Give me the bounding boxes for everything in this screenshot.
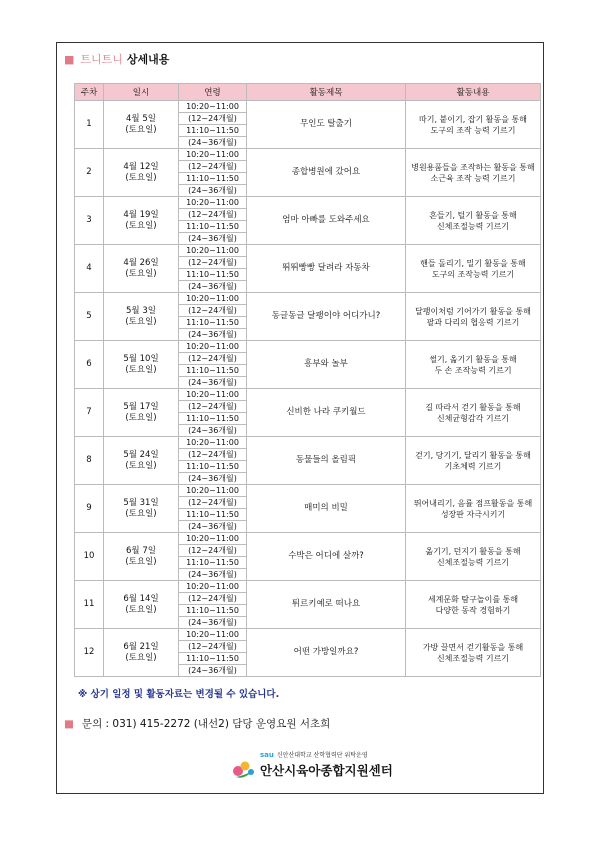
age-time-cell: 10:20~11:00 xyxy=(179,629,247,641)
day-text: (토요일) xyxy=(125,316,157,327)
center-name: 안산시육아종합지원센터 xyxy=(260,763,393,778)
age-range-cell: (24~36개월) xyxy=(179,377,247,389)
week-cell: 10 xyxy=(75,533,104,581)
age-time-cell: 10:20~11:00 xyxy=(179,533,247,545)
week-cell: 11 xyxy=(75,581,104,629)
activity-content-cell xyxy=(406,581,541,629)
age-time-cell: 10:20~11:00 xyxy=(179,293,247,305)
date-text: 5월 3일 xyxy=(126,305,156,316)
age-range-cell: (12~24개월) xyxy=(179,449,247,461)
section-title-main: 상세내용 xyxy=(126,53,170,66)
content-line-2: 성장판 자극시키기 xyxy=(440,509,506,519)
age-range-cell: (12~24개월) xyxy=(179,257,247,269)
age-range-cell: (12~24개월) xyxy=(179,161,247,173)
age-range-cell: (12~24개월) xyxy=(179,545,247,557)
activity-title-cell: 수박은 어디에 살까? xyxy=(247,533,406,581)
activity-content-cell xyxy=(406,149,541,197)
date-cell xyxy=(104,245,179,293)
section-bullet-icon: ■ xyxy=(64,53,75,66)
day-text: (토요일) xyxy=(125,460,157,471)
date-text: 4월 26일 xyxy=(123,257,159,268)
table-row xyxy=(75,341,541,353)
age-range-cell: (12~24개월) xyxy=(179,305,247,317)
age-time-cell: 11:10~11:50 xyxy=(179,317,247,329)
date-text: 5월 17일 xyxy=(123,401,159,412)
age-range-cell: (24~36개월) xyxy=(179,569,247,581)
table-row xyxy=(75,293,541,305)
age-range-cell: (12~24개월) xyxy=(179,209,247,221)
content-line-2: 다양한 동작 경험하기 xyxy=(435,605,511,615)
date-cell xyxy=(104,485,179,533)
activity-title-cell: 매미의 비밀 xyxy=(247,485,406,533)
section-title xyxy=(64,52,169,68)
content-line-1: 썰기, 옮기기 활동을 통해 xyxy=(429,354,517,364)
contact-text: 문의 : 031) 415-2272 (내선2) 담당 운영요원 서초희 xyxy=(81,718,331,730)
age-time-cell: 10:20~11:00 xyxy=(179,149,247,161)
center-logo xyxy=(232,750,412,780)
date-text: 4월 12일 xyxy=(123,161,159,172)
age-time-cell: 10:20~11:00 xyxy=(179,341,247,353)
age-range-cell: (24~36개월) xyxy=(179,185,247,197)
day-text: (토요일) xyxy=(125,364,157,375)
day-text: (토요일) xyxy=(125,220,157,231)
table-row xyxy=(75,581,541,593)
age-range-cell: (24~36개월) xyxy=(179,233,247,245)
content-line-1: 달팽이처럼 기어가기 활동을 통해 xyxy=(415,306,531,316)
content-line-1: 걷기, 당기기, 달리기 활동을 통해 xyxy=(415,450,531,460)
header-date: 일시 xyxy=(104,84,179,101)
content-line-1: 길 따라서 걷기 활동을 통해 xyxy=(425,402,521,412)
activity-title-cell: 동물들의 올림픽 xyxy=(247,437,406,485)
age-range-cell: (24~36개월) xyxy=(179,137,247,149)
date-cell xyxy=(104,533,179,581)
week-cell: 1 xyxy=(75,101,104,149)
header-title: 활동제목 xyxy=(247,84,406,101)
age-range-cell: (24~36개월) xyxy=(179,617,247,629)
content-line-1: 뛰어내리기, 음률 점프활동을 통해 xyxy=(413,498,533,508)
date-text: 4월 19일 xyxy=(123,209,159,220)
age-time-cell: 10:20~11:00 xyxy=(179,101,247,113)
activity-title-cell: 엄마 아빠를 도와주세요 xyxy=(247,197,406,245)
activity-content-cell xyxy=(406,629,541,677)
content-line-2: 신체균형감각 기르기 xyxy=(436,413,510,423)
date-cell xyxy=(104,581,179,629)
age-time-cell: 11:10~11:50 xyxy=(179,557,247,569)
day-text: (토요일) xyxy=(125,412,157,423)
activity-content-cell xyxy=(406,437,541,485)
age-time-cell: 11:10~11:50 xyxy=(179,509,247,521)
age-time-cell: 11:10~11:50 xyxy=(179,221,247,233)
activity-content-cell xyxy=(406,533,541,581)
content-line-2: 신체조절능력 기르기 xyxy=(436,653,510,663)
day-text: (토요일) xyxy=(125,652,157,663)
age-range-cell: (24~36개월) xyxy=(179,665,247,677)
age-range-cell: (12~24개월) xyxy=(179,641,247,653)
section-title-prefix: 트니트니 xyxy=(80,53,123,66)
logo-sub-text: 신안산대학교 산학협력단 위탁운영 xyxy=(276,752,368,759)
age-range-cell: (12~24개월) xyxy=(179,401,247,413)
activity-content-cell xyxy=(406,197,541,245)
sau-logo-text: sau xyxy=(260,751,274,759)
table-row xyxy=(75,485,541,497)
header-content: 활동내용 xyxy=(406,84,541,101)
activity-title-cell: 신비한 나라 쿠키월드 xyxy=(247,389,406,437)
age-range-cell: (24~36개월) xyxy=(179,281,247,293)
week-cell: 12 xyxy=(75,629,104,677)
day-text: (토요일) xyxy=(125,268,157,279)
header-week: 주차 xyxy=(75,84,104,101)
center-logo-icon xyxy=(232,758,256,780)
activity-title-cell: 동글동글 달팽이야 어디가니? xyxy=(247,293,406,341)
age-time-cell: 10:20~11:00 xyxy=(179,197,247,209)
date-text: 6월 14일 xyxy=(123,593,159,604)
content-line-2: 소근육 조작 능력 기르기 xyxy=(430,173,516,183)
week-cell: 6 xyxy=(75,341,104,389)
table-row xyxy=(75,101,541,113)
age-time-cell: 10:20~11:00 xyxy=(179,581,247,593)
table-row xyxy=(75,437,541,449)
activity-content-cell xyxy=(406,485,541,533)
activity-title-cell: 어떤 가방일까요? xyxy=(247,629,406,677)
change-notice: ※ 상기 일정 및 활동자료는 변경될 수 있습니다. xyxy=(78,689,280,700)
age-time-cell: 10:20~11:00 xyxy=(179,389,247,401)
date-cell xyxy=(104,389,179,437)
content-line-1: 옮기기, 던지기 활동을 통해 xyxy=(425,546,521,556)
table-row xyxy=(75,245,541,257)
age-time-cell: 11:10~11:50 xyxy=(179,461,247,473)
age-time-cell: 11:10~11:50 xyxy=(179,365,247,377)
activity-content-cell xyxy=(406,245,541,293)
date-text: 4월 5일 xyxy=(126,113,156,124)
week-cell: 3 xyxy=(75,197,104,245)
content-line-1: 흔들기, 털기 활동을 통해 xyxy=(429,210,517,220)
date-cell xyxy=(104,101,179,149)
week-cell: 2 xyxy=(75,149,104,197)
activity-title-cell: 뛰뛰빵빵 달려라 자동차 xyxy=(247,245,406,293)
contact-line xyxy=(64,716,330,731)
age-time-cell: 11:10~11:50 xyxy=(179,413,247,425)
age-time-cell: 10:20~11:00 xyxy=(179,437,247,449)
schedule-table xyxy=(74,83,541,677)
day-text: (토요일) xyxy=(125,124,157,135)
activity-content-cell xyxy=(406,293,541,341)
week-cell: 9 xyxy=(75,485,104,533)
table-header-row xyxy=(75,84,541,101)
content-line-1: 가방 끌면서 걷기활동을 통해 xyxy=(422,642,524,652)
content-line-2: 기초체력 기르기 xyxy=(444,461,502,471)
date-text: 6월 21일 xyxy=(123,641,159,652)
age-time-cell: 11:10~11:50 xyxy=(179,125,247,137)
date-cell xyxy=(104,341,179,389)
contact-bullet-icon: ■ xyxy=(64,718,74,730)
date-cell xyxy=(104,293,179,341)
content-line-1: 따기, 붙이기, 잡기 활동을 통해 xyxy=(419,114,527,124)
day-text: (토요일) xyxy=(125,172,157,183)
age-range-cell: (24~36개월) xyxy=(179,425,247,437)
age-time-cell: 11:10~11:50 xyxy=(179,269,247,281)
age-range-cell: (12~24개월) xyxy=(179,113,247,125)
date-text: 5월 31일 xyxy=(123,497,159,508)
content-line-1: 세계문화 탐구놀이를 통해 xyxy=(427,594,519,604)
age-time-cell: 10:20~11:00 xyxy=(179,485,247,497)
activity-content-cell xyxy=(406,389,541,437)
day-text: (토요일) xyxy=(125,604,157,615)
content-line-2: 도구의 조작능력 기르기 xyxy=(431,269,515,279)
activity-title-cell: 종합병원에 갔어요 xyxy=(247,149,406,197)
age-time-cell: 11:10~11:50 xyxy=(179,605,247,617)
age-range-cell: (12~24개월) xyxy=(179,593,247,605)
activity-title-cell: 튀르키예로 떠나요 xyxy=(247,581,406,629)
age-range-cell: (24~36개월) xyxy=(179,473,247,485)
age-time-cell: 11:10~11:50 xyxy=(179,653,247,665)
table-row xyxy=(75,197,541,209)
content-line-2: 팔과 다리의 협응력 기르기 xyxy=(426,317,520,327)
date-text: 6월 7일 xyxy=(126,545,156,556)
date-cell xyxy=(104,149,179,197)
logo-subtitle xyxy=(260,750,368,759)
table-row xyxy=(75,149,541,161)
activity-content-cell xyxy=(406,341,541,389)
age-range-cell: (12~24개월) xyxy=(179,497,247,509)
week-cell: 8 xyxy=(75,437,104,485)
table-row xyxy=(75,629,541,641)
week-cell: 4 xyxy=(75,245,104,293)
week-cell: 5 xyxy=(75,293,104,341)
day-text: (토요일) xyxy=(125,508,157,519)
content-line-2: 도구의 조작 능력 기르기 xyxy=(430,125,516,135)
date-cell xyxy=(104,437,179,485)
date-cell xyxy=(104,197,179,245)
content-line-1: 병원용품들을 조작하는 활동을 통해 xyxy=(411,162,535,172)
header-age: 연령 xyxy=(179,84,247,101)
date-text: 5월 10일 xyxy=(123,353,159,364)
content-line-2: 신체조절능력 기르기 xyxy=(436,557,510,567)
week-cell: 7 xyxy=(75,389,104,437)
age-range-cell: (24~36개월) xyxy=(179,329,247,341)
day-text: (토요일) xyxy=(125,556,157,567)
content-line-1: 핸들 돌리기, 밀기 활동을 통해 xyxy=(420,258,526,268)
date-text: 5월 24일 xyxy=(123,449,159,460)
table-row xyxy=(75,389,541,401)
age-range-cell: (12~24개월) xyxy=(179,353,247,365)
table-row xyxy=(75,533,541,545)
activity-title-cell: 무인도 탈출기 xyxy=(247,101,406,149)
content-line-2: 두 손 조작능력 기르기 xyxy=(434,365,512,375)
activity-content-cell xyxy=(406,101,541,149)
age-time-cell: 10:20~11:00 xyxy=(179,245,247,257)
content-line-2: 신체조절능력 기르기 xyxy=(436,221,510,231)
age-time-cell: 11:10~11:50 xyxy=(179,173,247,185)
activity-title-cell: 흥부와 놀부 xyxy=(247,341,406,389)
date-cell xyxy=(104,629,179,677)
age-range-cell: (24~36개월) xyxy=(179,521,247,533)
